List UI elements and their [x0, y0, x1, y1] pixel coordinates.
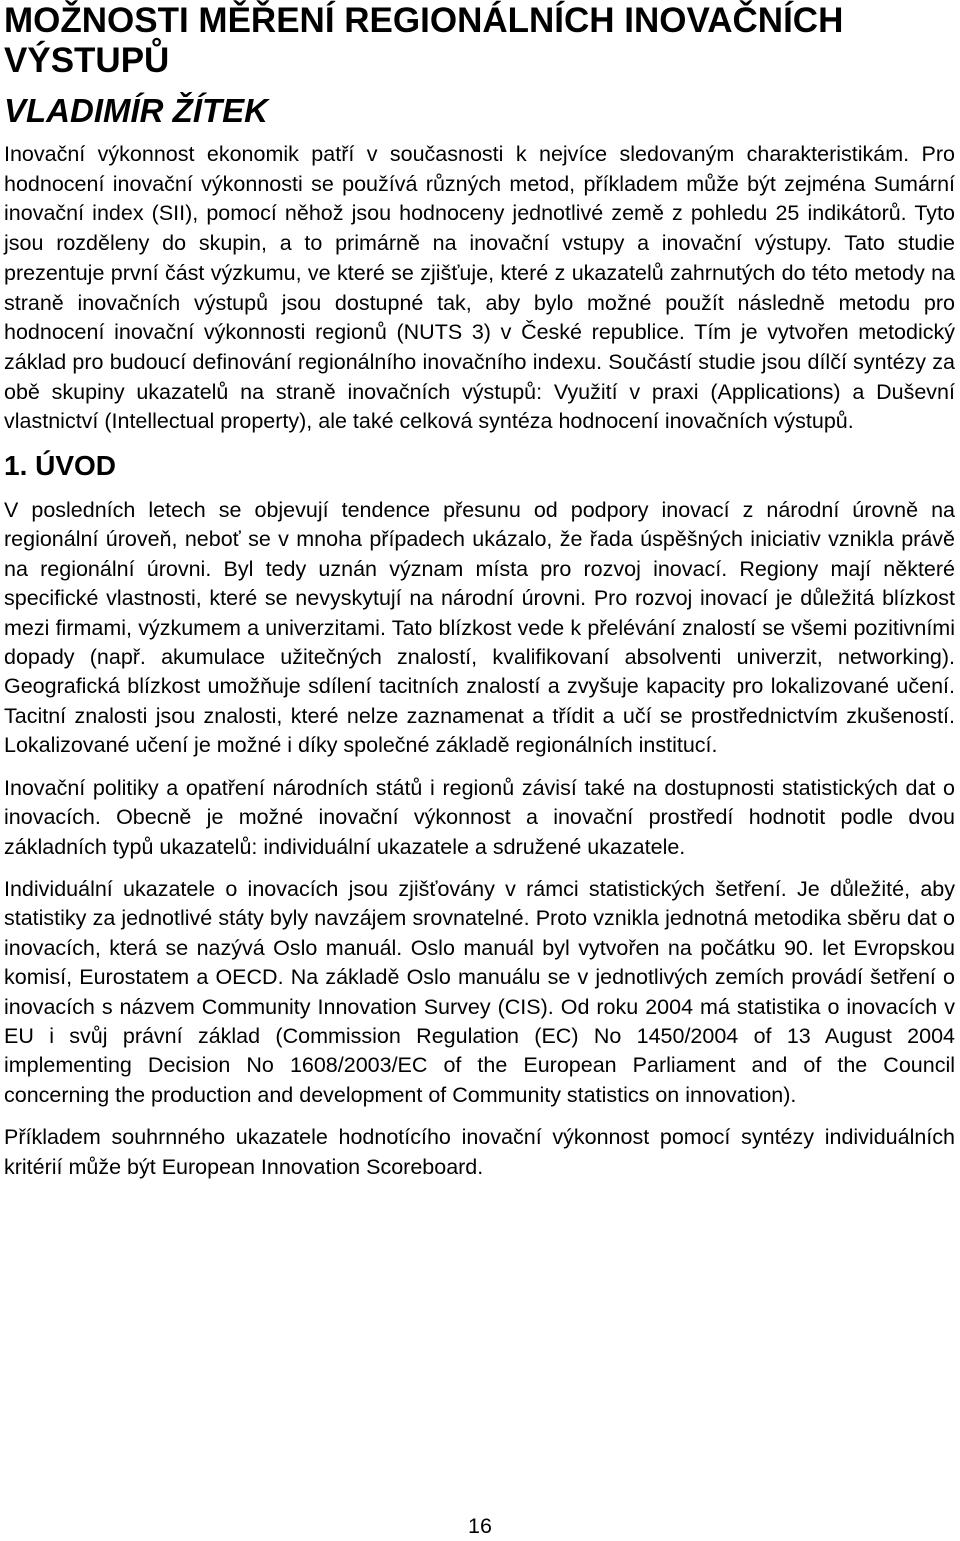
body-paragraph: Individuální ukazatele o inovacích jsou zjišťovány v rámci statistických šetření. Je důležité, aby statistiky za jednotlivé státy byly navzájem srovnatelné. Proto vznikla jednotná metodika sběru dat o inovacích, která se nazývá Oslo manuál. Oslo manuál byl vytvořen na počátku 90. let Evropskou komisí, Eurostatem a OECD. Na základě Oslo manuálu se v jednotlivých zemích provádí šetření o inovacích s názvem Community Innovation Survey (CIS). Od roku 2004 má statistika o inovacích v EU i svůj právní základ (Commission Regulation (EC) No 1450/2004 of 13 August 2004 implementing Decision No 1608/2003/EC of the European Parliament and of the Council concerning the production and development of Community statistics on innovation). [4, 876, 955, 1107]
author-name: VLADIMÍR ŽÍTEK [4, 92, 268, 129]
abstract-text: Inovační výkonnost ekonomik patří v současnosti k nejvíce sledovaným charakteristikám. Pro hodnocení inovační výkonnosti se používá různých metod, příkladem může být zejména Sumární inovační index (SII), pomocí něhož jsou hodnoceny jednotlivé země z pohledu 25 indikátorů. Tyto jsou rozděleny do skupin, a to primárně na inovační vstupy a inovační výstupy. Tato studie prezentuje první část výzkumu, ve které se zjišťuje, které z ukazatelů zahrnutých do této metody na straně inovačních výstupů jsou dostupné tak, aby bylo možné použít následně metodu pro hodnocení inovační výkonnosti regionů (NUTS 3) v České republice. Tím je vytvořen metodický základ pro budoucí definování regionálního inovačního indexu. Součástí studie jsou dílčí syntézy za obě skupiny ukazatelů na straně inovačních výstupů: Využití v praxi (Applications) a Duševní vlastnictví (Intellectual property), ale také celková syntéza hodnocení inovačních výstupů. [4, 142, 955, 434]
page-number: 16 [468, 1514, 492, 1538]
body-paragraph: Inovační politiky a opatření národních států i regionů závisí také na dostupnosti statistických dat o inovacích. Obecně je možné inovační výkonnost a inovační prostředí hodnotit podle dvou základních typů ukazatelů: individuální ukazatele a sdružené ukazatele. [4, 775, 955, 859]
body-paragraph: V posledních letech se objevují tendence přesunu od podpory inovací z národní úrovně na regionální úroveň, neboť se v mnoha případech ukázalo, že řada úspěšných iniciativ vznikla právě na regionální úrovni. Byl tedy uznán význam místa pro rozvoj inovací. Regiony mají některé specifické vlastnosti, které se nevyskytují na národní úrovni. Pro rozvoj inovací je důležitá blízkost mezi firmami, výzkumem a univerzitami. Tato blízkost vede k přelévání znalostí se všemi pozitivními dopady (např. akumulace užitečných znalostí, kvalifikovaní absolventi univerzit, networking). Geografická blízkost umožňuje sdílení tacitních znalostí a zvyšuje kapacity pro lokalizované učení. Tacitní znalosti jsou znalosti, které nelze zaznamenat a třídit a učí se prostřednictvím zkušeností. Lokalizované učení je možné i díky společné základě regionálních institucí. [4, 498, 955, 758]
document-title: MOŽNOSTI MĚŘENÍ REGIONÁLNÍCH INOVAČNÍCH VÝSTUPŮ [4, 1, 844, 80]
section-heading-introduction: 1. ÚVOD [4, 450, 117, 482]
body-paragraph: Příkladem souhrnného ukazatele hodnotícího inovační výkonnost pomocí syntézy individuálních kritérií může být European Innovation Scoreboard. [4, 1125, 955, 1179]
document-page [4, 0, 955, 1182]
